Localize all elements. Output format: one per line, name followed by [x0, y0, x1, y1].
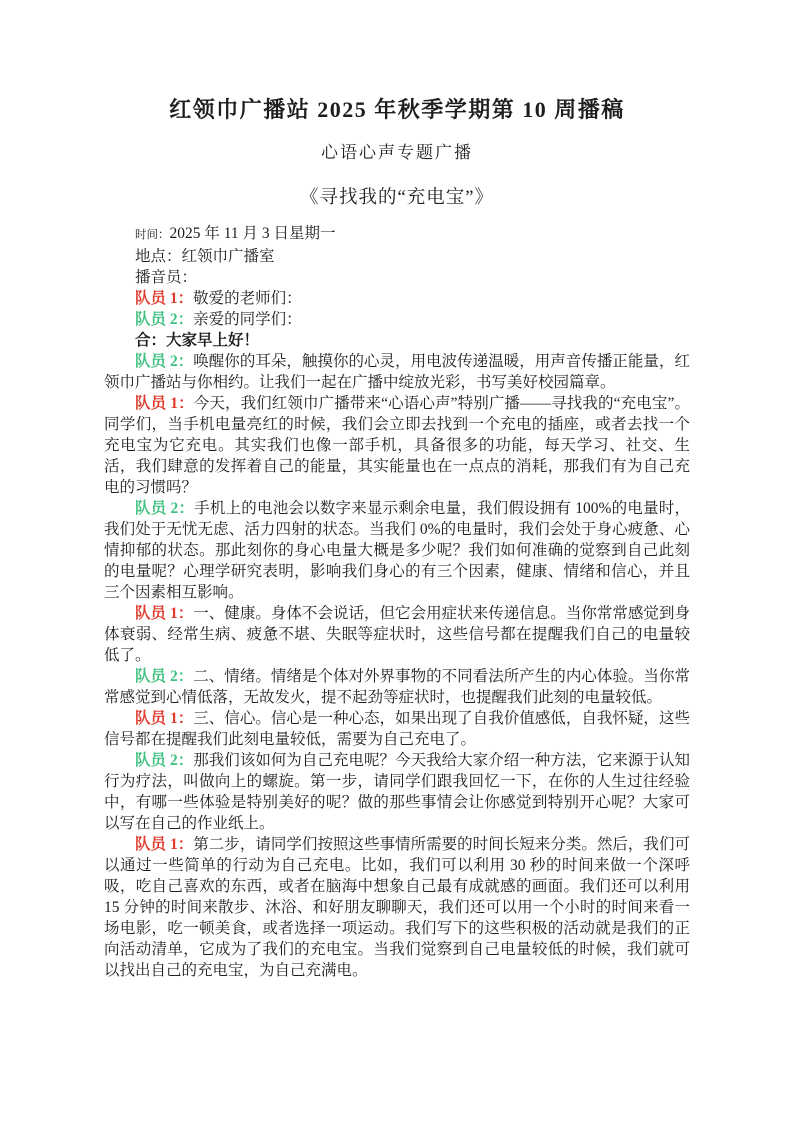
- dialogue-text: 手机上的电池会以数字来显示剩余电量，我们假设拥有 100%的电量时，我们处于无忧无虑、活力四射的状态。当我们 0%的电量时，我们会处于身心疲惫、心情抑郁的状态。那此刻你的身心电量大概是多少呢？我们如何准确的觉察到自己此刻的电量呢？心理学研究表明，影响我们身心的有三个因素，健康、情绪和信心，并且三个因素相互影响。: [104, 499, 690, 601]
- dialogue-text: 今天，我们红领巾广播带来“心语心声”特别广播——寻找我的“充电宝”。同学们，当手机电量亮红的时候，我们会立即去找到一个充电的插座，或者去找一个充电宝为它充电。其实我们也像一部手机，具备很多的功能，每天学习、社交、生活，我们肆意的发挥着自己的能量，其实能量也在一点点的消耗，那我们有为自己充电的习惯吗？: [104, 394, 690, 496]
- dialogue-paragraph: [104, 666, 690, 708]
- dialogue-text: 一、健康。身体不会说话，但它会用症状来传递信息。当你常常感觉到身体衰弱、经常生病、疲惫不堪、失眠等症状时，这些信号都在提醒我们自己的电量较低了。: [104, 604, 690, 664]
- meta-time: [104, 223, 690, 246]
- dialogue-paragraph: [104, 498, 690, 603]
- speaker-label: 队员 2：: [135, 499, 195, 517]
- dialogue-text: 敬爱的老师们：: [193, 289, 302, 307]
- meta-time-value: 2025 年 11 月 3 日星期一: [169, 224, 336, 242]
- speaker-label: 队员 2：: [135, 310, 194, 328]
- dialogue-paragraph: [104, 330, 690, 351]
- meta-location: [104, 246, 690, 267]
- dialogue-paragraph: [104, 750, 690, 834]
- meta-time-label: 时间：: [135, 228, 170, 241]
- dialogue-paragraph: [104, 393, 690, 498]
- speaker-label: 队员 1：: [135, 835, 194, 853]
- dialogue-text: 那我们该如何为自己充电呢？今天我给大家介绍一种方法，它来源于认知行为疗法，叫做向上的螺旋。第一步，请同学们跟我回忆一下，在你的人生过往经验中，有哪一些体验是特别美好的呢？做的那些事情会让你感觉到特别开心呢？大家可以写在自己的作业纸上。: [104, 751, 690, 832]
- document-topic: 《寻找我的“充电宝”》: [300, 187, 494, 208]
- speaker-label: 队员 1：: [135, 394, 194, 412]
- speaker-label: 合：: [135, 331, 167, 349]
- meta-announcer: [104, 267, 690, 288]
- meta-location-label: 地点：: [135, 247, 182, 265]
- meta-location-value: 红领巾广播室: [181, 247, 275, 265]
- speaker-label: 队员 1：: [135, 289, 194, 307]
- dialogue-paragraph: [104, 834, 690, 981]
- speaker-label: 队员 1：: [135, 604, 194, 622]
- speaker-label: 队员 2：: [135, 667, 194, 685]
- speaker-label: 队员 2：: [135, 751, 194, 769]
- dialogue-text: 第二步，请同学们按照这些事情所需要的时间长短来分类。然后，我们可以通过一些简单的行动为自己充电。比如，我们可以利用 30 秒的时间来做一个深呼吸，吃自己喜欢的东西，或者在脑海中想象自己最有成就感的画面。我们还可以利用 15 分钟的时间来散步、沐浴、和好朋友聊聊天，我们还可以用一个小时的时间来看一场电影，吃一顿美食，或者选择一项运动。我们写下的这些积极的活动就是我们的正向活动清单，它成为了我们的充电宝。当我们觉察到自己电量较低的时候，我们就可以找出自己的充电宝，为自己充满电。: [104, 835, 690, 979]
- dialogue-text: 亲爱的同学们：: [193, 310, 302, 328]
- document-subtitle: 心语心声专题广播: [321, 142, 473, 162]
- dialogue-paragraph: [104, 288, 690, 309]
- dialogue-text: 二、情绪。情绪是个体对外界事物的不同看法所产生的内心体验。当你常常感觉到心情低落，无故发火，提不起劲等症状时，也提醒我们此刻的电量较低。: [104, 667, 690, 706]
- dialogue-paragraph: [104, 708, 690, 750]
- speaker-label: 队员 1：: [135, 709, 194, 727]
- dialogue-paragraph: [104, 351, 690, 393]
- dialogue-text: 唤醒你的耳朵，触摸你的心灵，用电波传递温暖，用声音传播正能量，红领巾广播站与你相约。让我们一起在广播中绽放光彩，书写美好校园篇章。: [104, 352, 690, 391]
- document-title: 红领巾广播站 2025 年秋季学期第 10 周播稿: [169, 97, 625, 122]
- dialogue-paragraph: [104, 309, 690, 330]
- meta-announcer-label: 播音员：: [135, 268, 198, 286]
- speaker-label: 队员 2：: [135, 352, 194, 370]
- dialogue-text: 三、信心。信心是一种心态，如果出现了自我价值感低，自我怀疑，这些信号都在提醒我们此刻电量较低，需要为自己充电了。: [104, 709, 690, 748]
- dialogue-text: 大家早上好！: [166, 331, 260, 349]
- dialogue-paragraph: [104, 603, 690, 666]
- dialogue-section: [104, 288, 690, 981]
